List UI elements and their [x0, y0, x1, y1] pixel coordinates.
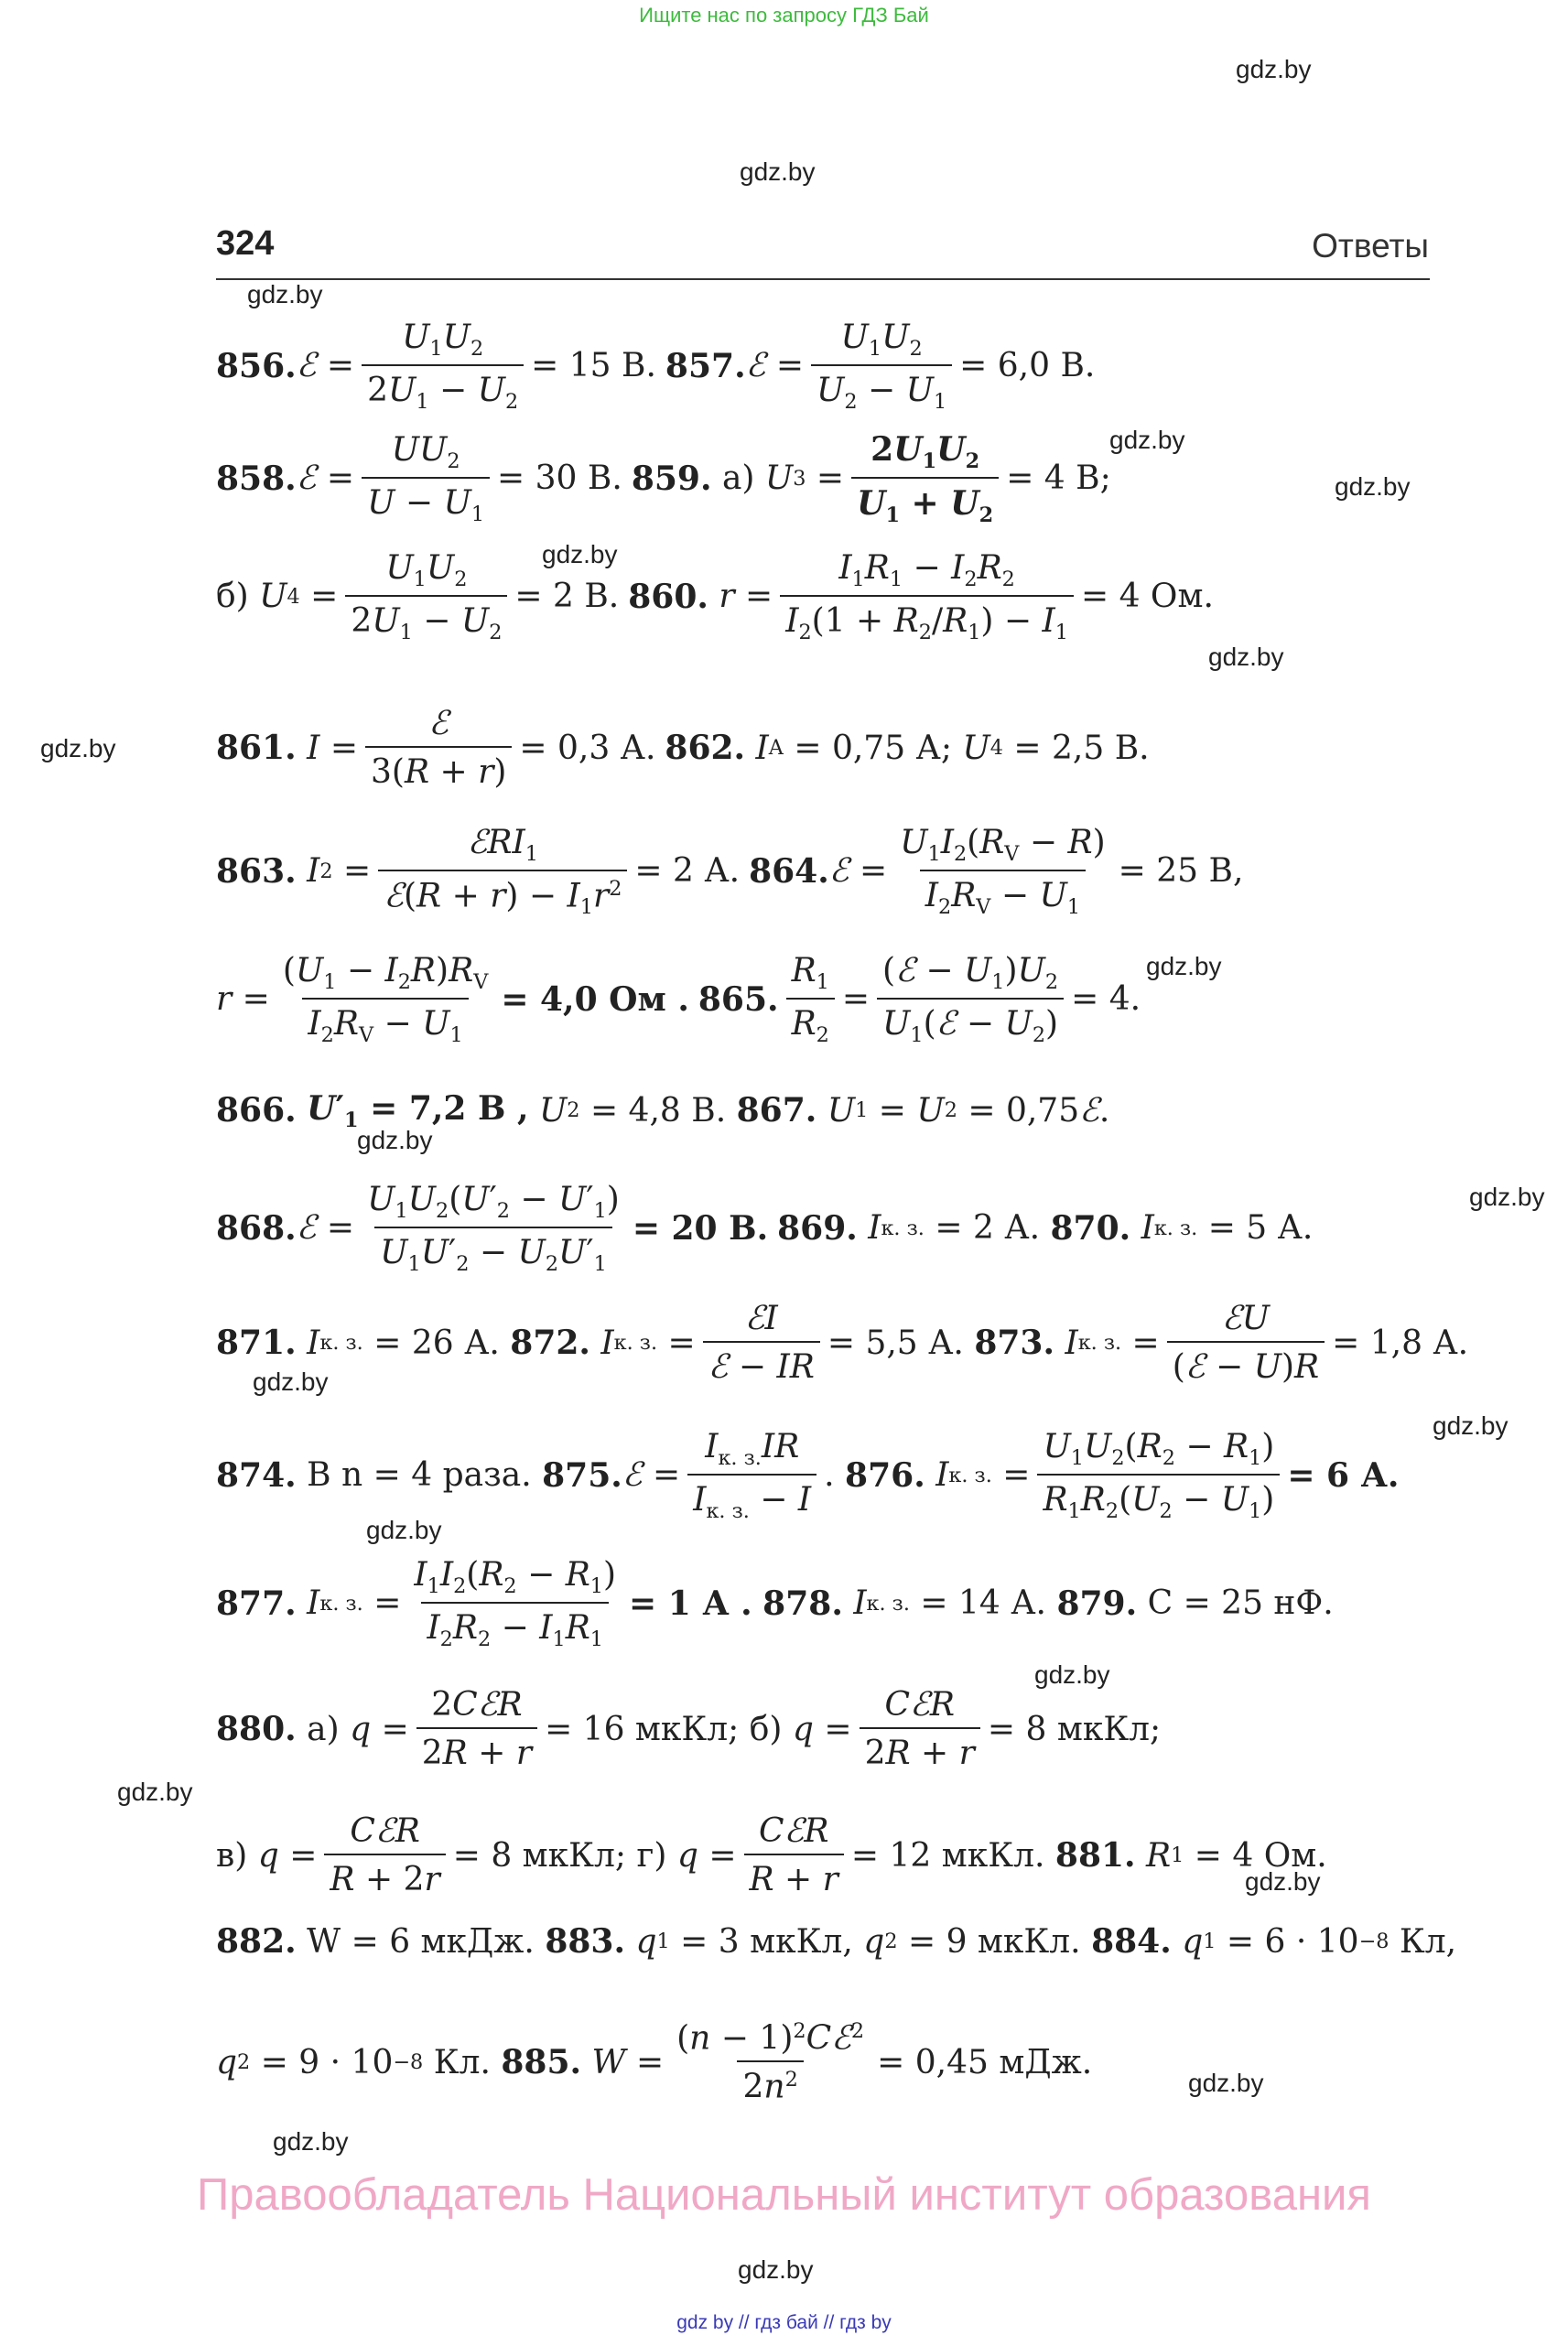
watermark: gdz.by [40, 734, 116, 762]
answer-line-874: 874. В n = 4 раза. 875. ℰ = $\frac{I_{к. з.}IR}{I_{к. з.} - I}$ . 876. I к. з. = $\frac{U_1U_2(R_2 - R_1)}{R_1R_2(U_2 - U_1)}$ = 6 А. [216, 1428, 1400, 1523]
watermark: gdz.by [1109, 426, 1185, 454]
watermark: gdz.by [253, 1368, 329, 1396]
watermark: gdz.by [117, 1778, 193, 1806]
watermark: gdz.by [1034, 1660, 1110, 1689]
answer-line-861: 861. I = $\frac{\text{ℰ}}{3(R + r)}$ = 0,3 А. 862. I A = 0,75 А; U 4 = 2,5 В. [216, 705, 1150, 791]
answer-line-885: q 2 = 9 · 10 −8 Кл. 885. W = $\frac{(n - 1)^2Cℰ^2}{2n^2}$ = 0,45 мДж. [216, 2019, 1093, 2106]
answer-line-882: 882. W = 6 мкДж. 883. q 1 = 3 мкКл, q 2 = 9 мкКл. 884. q 1 = 6 · 10 −8 Кл, [216, 1922, 1457, 1961]
answer-number: 877. [216, 1584, 297, 1623]
answer-number: 868. [216, 1208, 297, 1248]
answer-number: 861. [216, 729, 297, 767]
page-number: 324 [216, 224, 275, 263]
answer-number: 859. [631, 459, 712, 498]
answer-number: 882. [216, 1922, 297, 1961]
watermark: gdz.by [740, 157, 816, 186]
watermark: gdz.by [1208, 643, 1284, 671]
watermark: gdz.by [1433, 1411, 1509, 1440]
answer-number: 885. [501, 2043, 582, 2082]
answer-number: 873. [974, 1324, 1054, 1362]
answer-number: 874. [216, 1455, 297, 1495]
answer-line-866: 866. $U'_1 = 7,2$ В , U 2 = 4,8 В. 867. U 1 = U 2 = 0,75 ℰ . [216, 1089, 1110, 1132]
watermark: gdz.by [1469, 1183, 1545, 1211]
answer-number: 863. [216, 851, 297, 891]
answer-line-865: r = $\frac{(U_1 - I_2R)R_V}{I_2R_V - U_1}$ = 4,0 Ом . 865. $\frac{R_1}{R_2}$ = $\frac{(ℰ - U_1)U_2}{U_1(ℰ - U_2)}$ = 4. [216, 952, 1141, 1047]
answer-number: 864. [749, 851, 829, 891]
watermark: gdz.by [738, 2255, 814, 2284]
answer-line-877: 877. I к. з. = $\frac{I_1I_2(R_2 - R_1)}{I_2R_2 - I_1R_1}$ = 1 А . 878. I к. з. = 14 А. 879. C = 25 нФ. [216, 1556, 1334, 1651]
watermark: gdz.by [1188, 2069, 1264, 2097]
answer-number: 869. [777, 1208, 858, 1248]
watermark: gdz.by [273, 2127, 349, 2156]
answer-line-863: 863. I 2 = $\frac{ℰRI_1}{ℰ(R + r) - I_1r^2}$ = 2 А. 864. ℰ = $\frac{U_1I_2(R_V - R)}{I_2R_V - U_1}$ = 25 В, [216, 824, 1244, 919]
answer-number: 857. [665, 346, 746, 385]
answer-number: 884. [1091, 1922, 1172, 1961]
answer-line-856: 856. ℰ = $\frac{U_1U_2}{2U_1 - U_2}$ = 15 В. 857. ℰ = $\frac{U_1U_2}{U_2 - U_1}$ = 6,0 В. [216, 319, 1096, 414]
answer-number: 879. [1056, 1584, 1138, 1623]
watermark: gdz.by [1335, 472, 1411, 501]
answer-number: 881. [1054, 1836, 1136, 1875]
answer-line-871: 871. I к. з. = 26 А. 872. I к. з. = $\frac{\text{ℰI}}{\text{ℰ − IR}}$ = 5,5 А. 873. I к. з. = $\frac{\text{ℰU}}{\text{(ℰ − U)R}}$ = 1,8 А. [216, 1300, 1469, 1386]
top-banner[interactable]: Ищите нас по запросу ГДЗ Бай [639, 4, 929, 27]
answer-number: 862. [665, 729, 746, 767]
watermark: gdz.by [1146, 952, 1222, 980]
answer-number: 867. [736, 1091, 817, 1130]
answer-number: 876. [845, 1455, 925, 1495]
answer-number: 866. [216, 1091, 297, 1130]
header-rule [216, 278, 1430, 280]
copyright-notice: Правообладатель Национальный институт образования [197, 2170, 1371, 2220]
watermark: gdz.by [1236, 55, 1312, 83]
answer-number: 870. [1050, 1208, 1131, 1248]
answer-number: 871. [216, 1324, 297, 1362]
answer-line-880: 880. а) q = $\frac{\text{2CℰR}}{2R + r}$ = 16 мкКл; б) q = $\frac{\text{CℰR}}{2R + r}$ = 8 мкКл; [216, 1686, 1162, 1772]
answer-number: 875. [542, 1455, 622, 1495]
watermark: gdz.by [1245, 1867, 1321, 1896]
answer-number: 878. [762, 1584, 843, 1623]
watermark: gdz.by [366, 1516, 442, 1544]
answer-line-881: в) q = $\frac{\text{CℰR}}{R + 2r}$ = 8 мкКл; г) q = $\frac{\text{CℰR}}{R + r}$ = 12 мкКл. 881. R 1 = 4 Ом. [216, 1812, 1327, 1898]
answer-number: 858. [216, 459, 297, 498]
footer-links[interactable]: gdz by // гдз бай // гдз by [676, 2312, 892, 2333]
answer-line-858: 858. ℰ = $\frac{UU_2}{U - U_1}$ = 30 В. 859. а) U 3 = $\frac{2U_1U_2}{U_1 + U_2}$ = 4 В; [216, 430, 1111, 527]
answer-number: 856. [216, 346, 297, 385]
answer-number: 880. [216, 1710, 297, 1748]
answer-number: 865. [697, 979, 779, 1019]
answer-number: 883. [545, 1922, 626, 1961]
section-title: Ответы [1312, 227, 1429, 265]
answer-line-860: б) U 4 = $\frac{U_1U_2}{2U_1 - U_2}$ = 2 В. 860. r = $\frac{I_1R_1 - I_2R_2}{I_2(1 + R_2/R_1) - I_1}$ = 4 Ом. [216, 549, 1214, 644]
answer-line-868: 868. ℰ = $\frac{U_1U_2(U'_2 - U'_1)}{U_1U'_2 - U_2U'_1}$ = 20 В. 869. I к. з. = 2 А. 870. I к. з. = 5 А. [216, 1181, 1314, 1276]
answer-number: 872. [510, 1324, 590, 1362]
answer-number: 860. [628, 577, 708, 616]
watermark: gdz.by [542, 540, 618, 568]
watermark: gdz.by [357, 1126, 433, 1154]
watermark: gdz.by [247, 280, 323, 308]
